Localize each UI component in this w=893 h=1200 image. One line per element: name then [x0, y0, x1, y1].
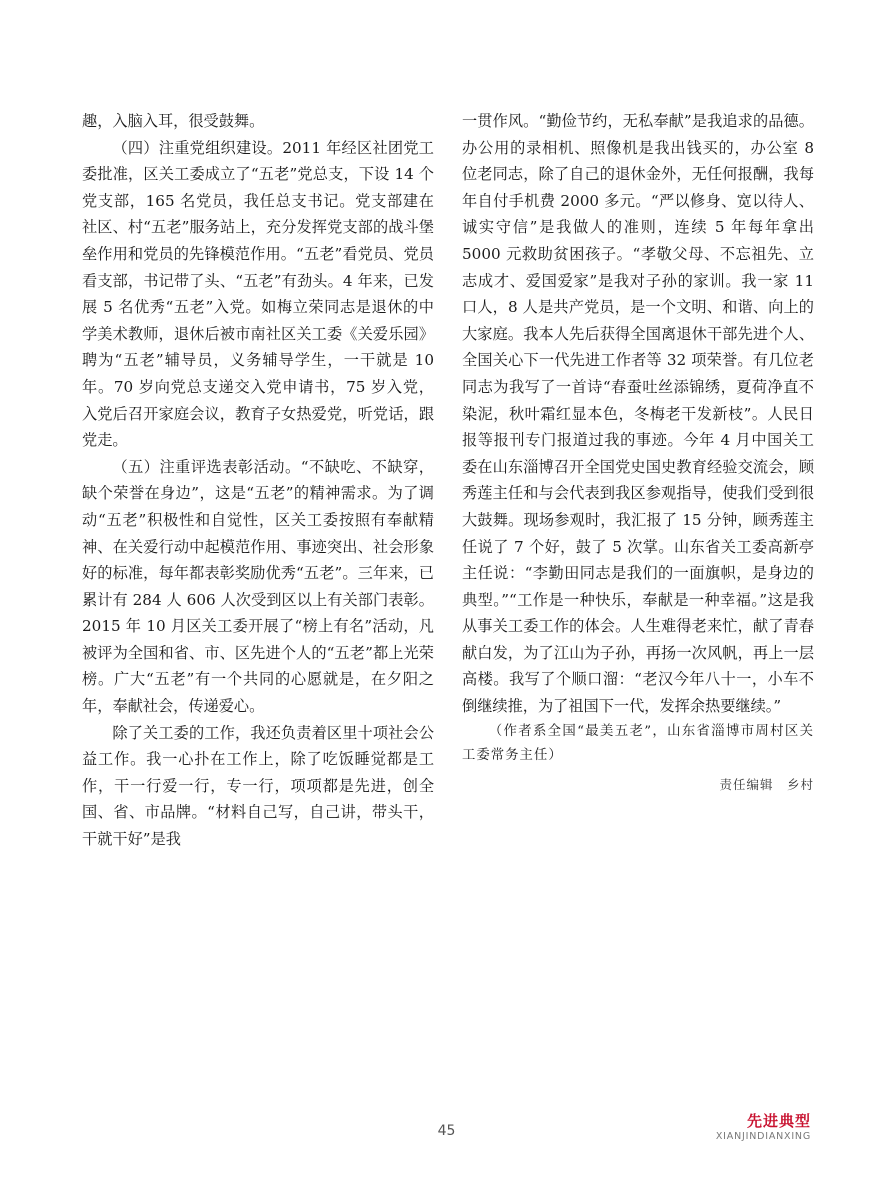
section-title-en: XIANJINDIANXING — [715, 1131, 811, 1142]
paragraph-work-style: 一贯作风。“勤俭节约，无私奉献”是我追求的品德。办公用的录相机、照像机是我出钱买的，办公室 8 位老同志，除了自己的退休金外，无任何报酬，我每年自付手机费 2000 多元。“严以修身、宽以待人、诚实守信”是我做人的准则，连续 5 年每年拿出 5000 元救助贫困孩子。“孝敬父母、不忘祖先、立志成才、爱国爱家”是我对子孙的家训。我一家 11 口人，8 人是共产党员，是一个文明、和谐、向上的大家庭。我本人先后获得全国离退休干部先进个人、全国关心下一代先进工作者等 32 项荣誉。有几位老同志为我写了一首诗“春蚕吐丝添锦绣，夏荷净直不染泥，秋叶霜红显本色，冬梅老干发新枝”。人民日报等报刊专门报道过我的事迹。今年 4 月中国关工委在山东淄博召开全国党史国史教育经验交流会，顾秀莲主任和与会代表到我区参观指导，使我们受到很大鼓舞。现场参观时，我汇报了 15 分钟，顾秀莲主任说了 7 个好，鼓了 5 次掌。山东省关工委高新亭主任说：“李勤田同志是我们的一面旗帜，是身边的典型。”“工作是一种快乐，奉献是一种幸福。”这是我从事关工委工作的体会。人生难得老来忙，献了青春献白发，为了江山为子孙，再扬一次风帆，再上一层高楼。我写了个顺口溜：“老汉今年八十一，小车不倒继续推，为了祖国下一代，发挥余热要继续。” — [462, 112, 814, 716]
left-column — [82, 108, 434, 853]
author-note: （作者系全国“最美五老”，山东省淄博市周村区关工委常务主任） — [462, 723, 814, 763]
section-label — [716, 1110, 811, 1142]
right-column — [462, 108, 814, 798]
paragraph-public-welfare: 除了关工委的工作，我还负责着区里十项社会公益工作。我一心扑在工作上，除了吃饭睡觉都是工作，干一行爱一行，专一行，项项都是先进，创全国、省、市品牌。“材料自己写，自己讲，带头干，干就干好”是我 — [82, 723, 434, 849]
paragraph-awards: （五）注重评选表彰活动。“不缺吃、不缺穿，缺个荣誉在身边”，这是“五老”的精神需求。为了调动“五老”积极性和自觉性，区关工委按照有奉献精神、在关爱行动中起模范作用、事迹突出、社会形象好的标准，每年都表彰奖励优秀“五老”。三年来，已累计有 284 人 606 人次受到区以上有关部门表彰。2015 年 10 月区关工委开展了“榜上有名”活动，凡被评为全国和省、市、区先进个人的“五老”都上光荣榜。广大“五老”有一个共同的心愿就是，在夕阳之年，奉献社会，传递爱心。 — [82, 457, 434, 716]
editor-credit: 责任编辑 乡村 — [719, 776, 814, 792]
paragraph-continued: 趣，入脑入耳，很受鼓舞。 — [82, 112, 265, 130]
section-title-cn: 先进典型 — [746, 1112, 811, 1130]
paragraph-party-organization: （四）注重党组织建设。2011 年经区社团党工委批准，区关工委成立了“五老”党总支，下设 14 个党支部，165 名党员，我任总支书记。党支部建在社区、村“五老”服务站上，充分发挥党支部的战斗堡垒作用和党员的先锋模范作用。“五老”看党员、党员看支部，书记带了头、“五老”有劲头。4 年来，已发展 5 名优秀“五老”入党。如梅立荣同志是退休的中学美术教师，退休后被市南社区关工委《关爱乐园》聘为“五老”辅导员，义务辅导学生，一干就是 10 年。70 岁向党总支递交入党申请书，75 岁入党，入党后召开家庭会议，教育子女热爱党，听党话，跟党走。 — [82, 138, 434, 450]
page-number: 45 — [437, 1123, 456, 1139]
